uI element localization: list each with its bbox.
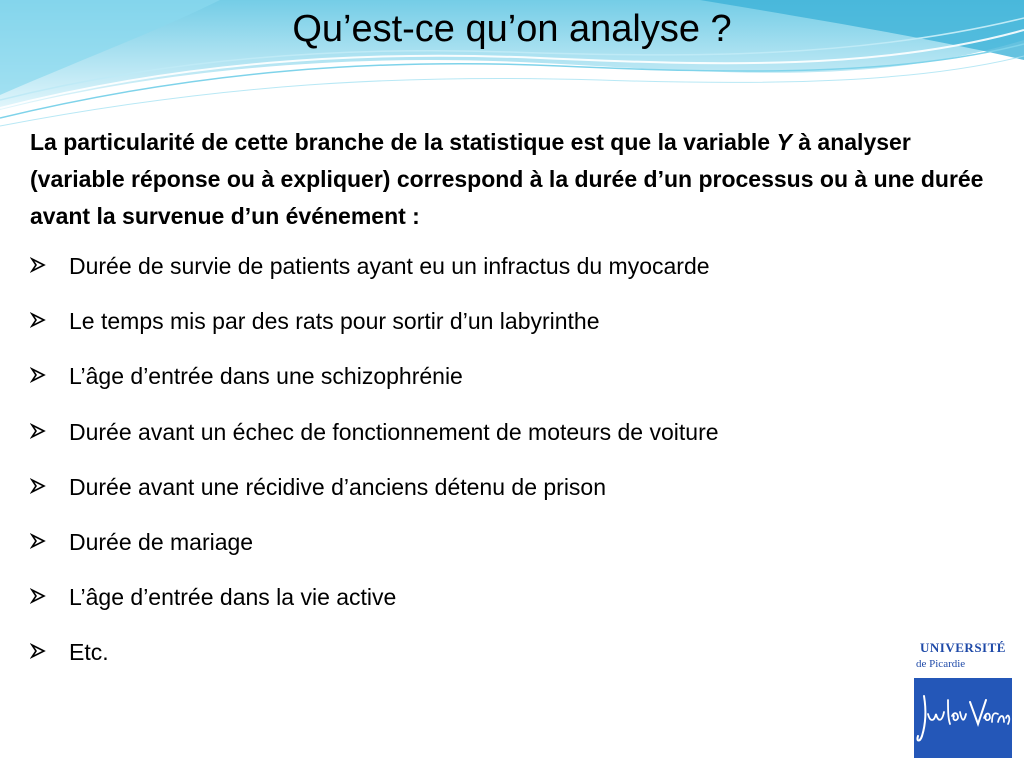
list-item-text: Le temps mis par des rats pour sortir d’un labyrinthe (69, 308, 600, 335)
list-item (30, 303, 930, 358)
arrow-bullet-icon (30, 303, 69, 328)
arrow-bullet-icon (30, 469, 69, 494)
intro-text-start: La particularité de cette branche de la statistique est que la variable (30, 129, 777, 155)
list-item (30, 634, 930, 689)
list-item (30, 579, 930, 634)
list-item-text: Durée avant un échec de fonctionnement de moteurs de voiture (69, 418, 719, 445)
arrow-bullet-icon (30, 358, 69, 383)
arrow-bullet-icon (30, 579, 69, 604)
intro-paragraph (30, 124, 1000, 235)
variable-y: Y (776, 129, 792, 155)
logo-signature-panel (914, 678, 1012, 758)
list-item (30, 248, 930, 303)
list-item (30, 414, 930, 469)
arrow-bullet-icon (30, 524, 69, 549)
intro-text-end: à analyser (variable réponse ou à expliquer) correspond à la durée d’un processus ou à une durée avant la survenue d’un événement : (30, 129, 984, 229)
list-item-text: Durée avant une récidive d’anciens détenu de prison (69, 473, 607, 500)
jules-verne-signature (914, 678, 1012, 758)
list-item-text: Durée de survie de patients ayant eu un infractus du myocarde (69, 253, 710, 279)
university-logo (912, 640, 1014, 760)
arrow-bullet-icon (30, 248, 69, 273)
list-item (30, 524, 930, 579)
list-item-text: Etc. (69, 639, 109, 666)
list-item-text: Durée de mariage (69, 528, 254, 555)
example-list (30, 248, 930, 690)
arrow-bullet-icon (30, 634, 69, 659)
arrow-bullet-icon (30, 414, 69, 439)
logo-picardie-label: de Picardie (916, 658, 966, 670)
logo-university-label: UNIVERSITÉ (920, 640, 1006, 655)
list-item (30, 358, 930, 413)
list-item-text: L’âge d’entrée dans une schizophrénie (69, 363, 463, 390)
list-item-text: L’âge d’entrée dans la vie active (69, 584, 397, 611)
slide-title: Qu’est-ce qu’on analyse ? (292, 8, 732, 50)
list-item (30, 469, 930, 524)
